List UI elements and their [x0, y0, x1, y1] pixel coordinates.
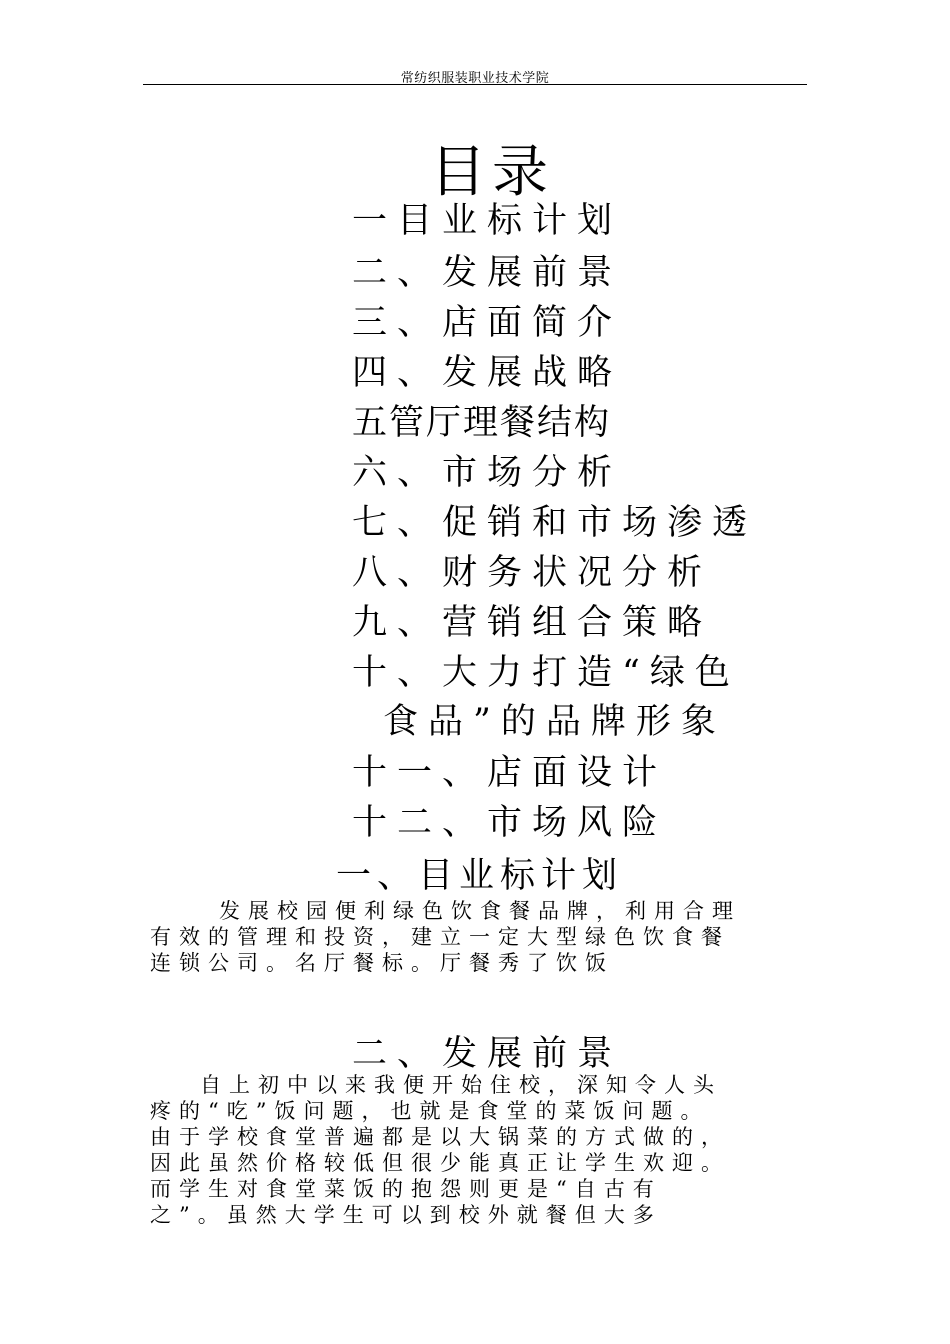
- section-2-line-3: 由于学校食堂普遍都是以大锅菜的方式做的，: [150, 1125, 730, 1149]
- toc-item-6: 六、市场分析: [352, 453, 623, 493]
- section-2-line-1: 自上初中以来我便开始住校，深知令人头: [200, 1073, 722, 1097]
- section-1-line-2: 有效的管理和投资，建立一定大型绿色饮食餐: [150, 925, 730, 949]
- toc-item-12: 十二、市场风险: [352, 803, 668, 843]
- section-1-line-1: 发展校园便利绿色饮食餐品牌，利用合理: [219, 899, 741, 923]
- section-2-heading: 二、发展前景: [352, 1034, 623, 1074]
- toc-item-10: 十、大力打造“绿色: [352, 653, 740, 693]
- toc-item-4: 四、发展战略: [352, 353, 623, 393]
- toc-item-5: 五管厅理餐结构: [352, 403, 612, 443]
- toc-item-9: 九、营销组合策略: [352, 603, 713, 643]
- toc-item-3: 三、店面简介: [352, 303, 623, 343]
- section-2-line-5: 而学生对食堂菜饭的抱怨则更是“自古有: [150, 1177, 662, 1201]
- section-1-heading: 一、目业标计划: [336, 856, 624, 896]
- toc-item-8: 八、财务状况分析: [352, 553, 713, 593]
- toc-item-2: 二、发展前景: [352, 253, 623, 293]
- section-2-line-6: 之”。虽然大学生可以到校外就餐但大多: [150, 1203, 662, 1227]
- header-divider: [143, 84, 807, 85]
- toc-item-1: 一目业标计划: [352, 201, 623, 241]
- section-2-line-4: 因此虽然价格较低但很少能真正让学生欢迎。: [150, 1151, 730, 1175]
- page-header-school-name: 常纺织服装职业技术学院: [400, 71, 550, 86]
- toc-item-7: 七、促销和市场渗透: [352, 503, 758, 543]
- section-2-line-2: 疼的“吃”饭问题，也就是食堂的菜饭问题。: [150, 1099, 710, 1123]
- toc-item-11: 十一、店面设计: [352, 753, 668, 793]
- toc-item-10-continued: 食品”的品牌形象: [383, 702, 726, 742]
- toc-title: 目录: [430, 140, 554, 205]
- section-1-line-3: 连锁公司。名厅餐标。厅餐秀了饮饭: [150, 951, 614, 975]
